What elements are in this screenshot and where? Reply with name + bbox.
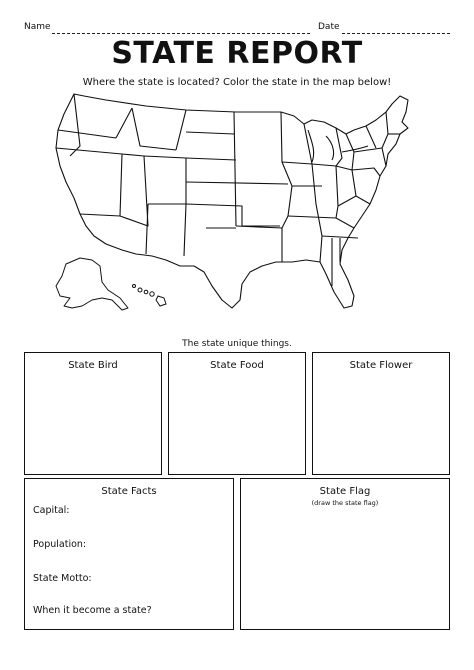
usa-map[interactable] [36,86,446,336]
date-line[interactable] [342,33,450,34]
instructions: Where the state is located? Color the state in the map below! [82,77,392,88]
state-bird-label: State Bird [68,360,118,371]
state-bird-box[interactable] [24,352,162,475]
state-food-label: State Food [210,360,264,371]
state-flag-box[interactable] [240,478,450,630]
fact-motto-label: State Motto: [33,573,92,584]
fact-capital-label: Capital: [33,505,70,516]
date-label: Date [318,22,340,32]
state-flower-box[interactable] [312,352,450,475]
page-title: STATE REPORT [111,36,363,71]
state-food-box[interactable] [168,352,306,475]
alaska-outline [56,258,128,310]
map-outline [56,94,408,308]
name-line[interactable] [52,33,310,34]
fact-population-label: Population: [33,539,87,550]
fact-statehood-label: When it become a state? [33,605,152,616]
name-label: Name [24,22,51,32]
state-flower-label: State Flower [349,360,413,371]
state-facts-title: State Facts [101,486,157,497]
state-facts-box[interactable] [24,478,234,630]
section-label: The state unique things. [182,339,292,349]
state-flag-instruction: (draw the state flag) [311,499,379,507]
hawaii-outline [133,285,167,307]
state-flag-title: State Flag [319,486,371,497]
